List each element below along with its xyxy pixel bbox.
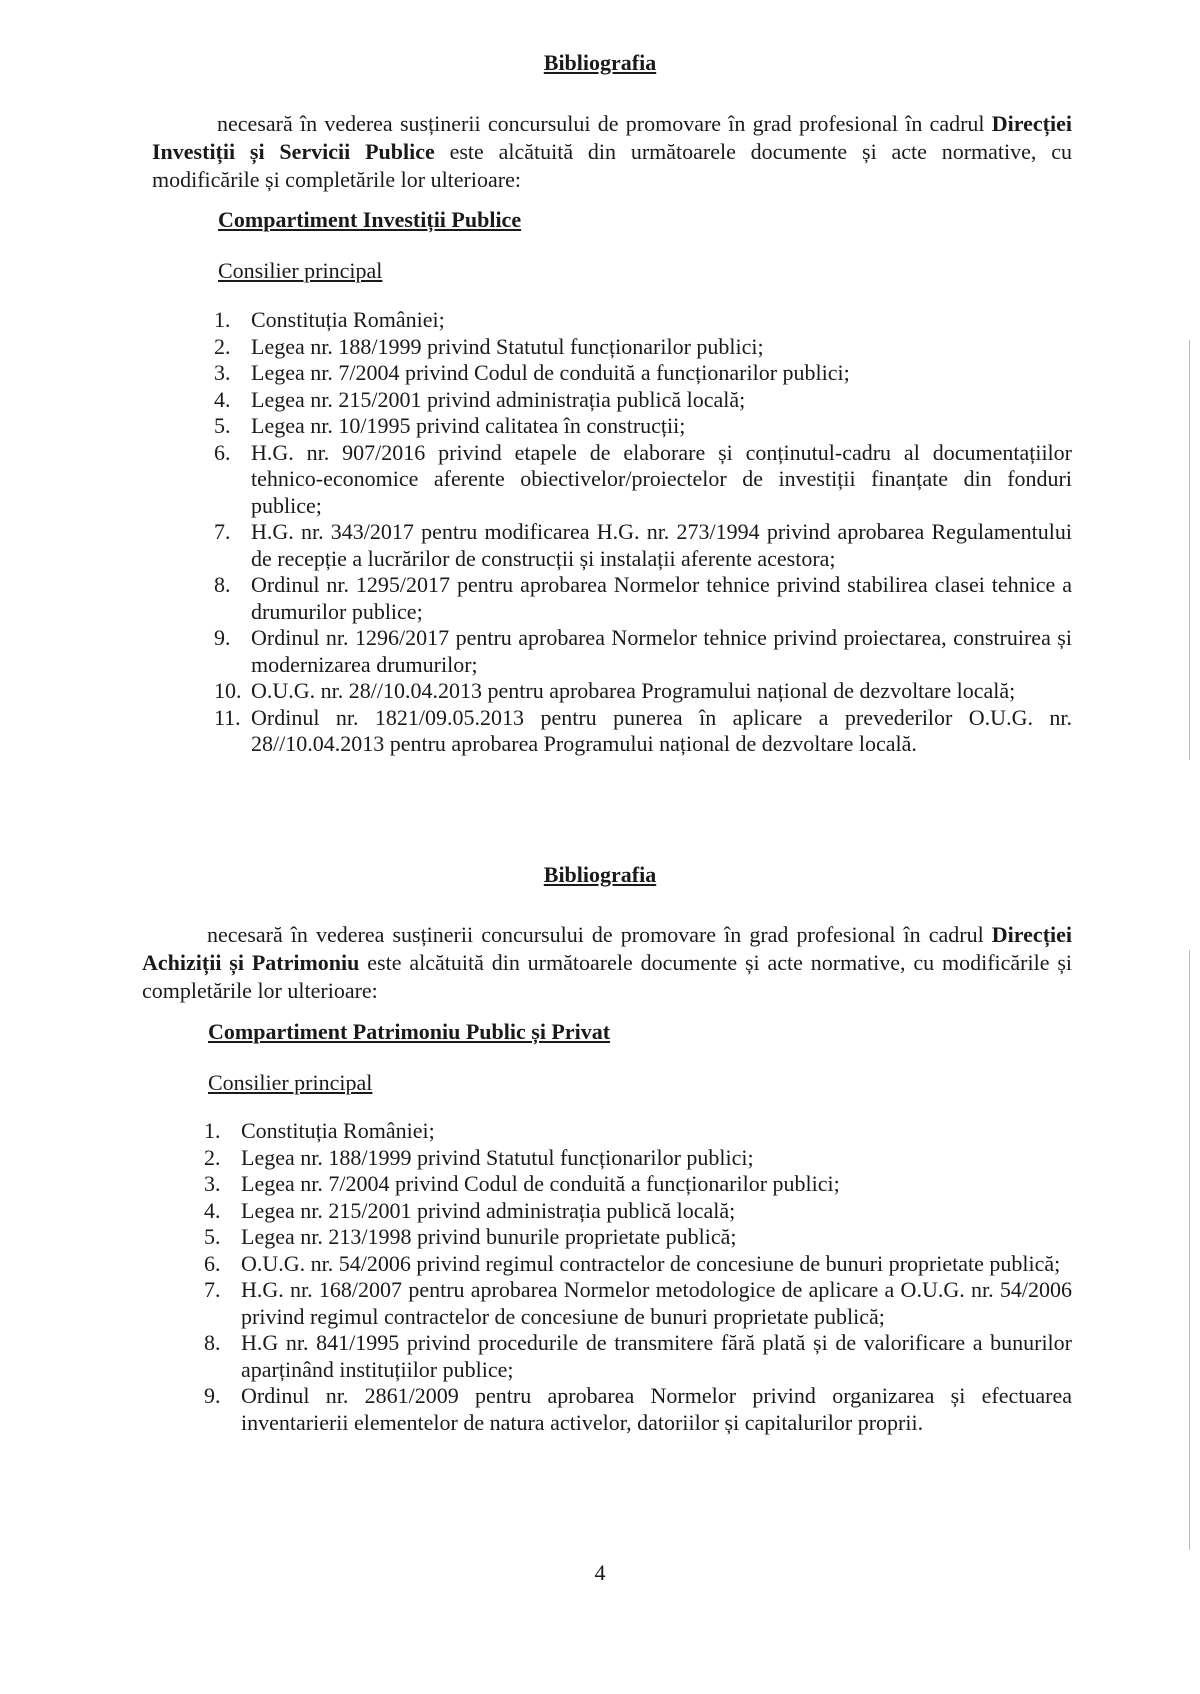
item-number: 6. bbox=[204, 1250, 221, 1276]
item-number: 9. bbox=[214, 625, 231, 650]
item-number: 5. bbox=[204, 1224, 221, 1249]
section-2-intro-suffix: este alcătuită din următoarele documente și acte normative, cu modificările și completările lor ulterioare: bbox=[142, 950, 1073, 1003]
item-text: O.U.G. nr. 28//10.04.2013 pentru aprobarea Programului național de dezvoltare locală; bbox=[251, 678, 1016, 703]
bibliography-item bbox=[204, 1224, 1072, 1251]
section-2-heading-text: Bibliografia bbox=[543, 862, 657, 887]
section-2-bibliography-list bbox=[204, 1118, 1072, 1436]
bibliography-item bbox=[214, 334, 1072, 361]
section-2-role: Consilier principal bbox=[208, 1070, 373, 1095]
item-text: Legea nr. 213/1998 privind bunurile proprietate publică; bbox=[241, 1224, 737, 1249]
item-number: 3. bbox=[214, 360, 231, 385]
item-text: H.G nr. 841/1995 privind procedurile de transmitere fără plată și de valorificare a bunurilor aparținând instituțiilor publice; bbox=[241, 1330, 1072, 1382]
item-number: 3. bbox=[204, 1171, 221, 1196]
item-text: Constituția României; bbox=[251, 307, 445, 332]
bibliography-item bbox=[204, 1171, 1072, 1198]
item-number: 2. bbox=[204, 1144, 221, 1170]
section-1-heading bbox=[0, 50, 1200, 76]
item-number: 8. bbox=[204, 1330, 221, 1355]
item-number: 6. bbox=[214, 439, 231, 465]
scan-edge-line bbox=[1189, 950, 1190, 1550]
item-text: Ordinul nr. 1296/2017 pentru aprobarea Normelor tehnice privind proiectarea, construirea și modernizarea drumurilor; bbox=[251, 625, 1072, 677]
item-number: 4. bbox=[214, 386, 231, 412]
item-text: H.G. nr. 168/2007 pentru aprobarea Normelor metodologice de aplicare a O.U.G. nr. 54/2006 privind regimul contractelor de concesiune de bunuri proprietate publică; bbox=[241, 1277, 1072, 1329]
item-number: 11. bbox=[214, 704, 241, 730]
bibliography-item bbox=[204, 1330, 1072, 1383]
section-1-intro-suffix: este alcătuită din următoarele documente și acte normative, cu modificările și completările lor ulterioare: bbox=[152, 139, 1072, 192]
bibliography-item bbox=[214, 705, 1072, 758]
section-1-role: Consilier principal bbox=[218, 258, 383, 283]
bibliography-item bbox=[214, 625, 1072, 678]
section-1-bibliography-list bbox=[214, 307, 1072, 758]
item-text: Legea nr. 215/2001 privind administrația publică locală; bbox=[251, 386, 746, 412]
item-number: 7. bbox=[204, 1277, 221, 1302]
item-text: Ordinul nr. 1295/2017 pentru aprobarea Normelor tehnice privind stabilirea clasei tehnice a drumurilor publice; bbox=[251, 572, 1072, 624]
bibliography-item bbox=[204, 1383, 1072, 1436]
page-number: 4 bbox=[594, 1560, 606, 1585]
bibliography-item bbox=[214, 572, 1072, 625]
item-number: 2. bbox=[214, 333, 231, 359]
item-text: Legea nr. 188/1999 privind Statutul funcționarilor publici; bbox=[241, 1144, 754, 1170]
item-text: Constituția României; bbox=[241, 1118, 435, 1143]
bibliography-item bbox=[214, 360, 1072, 387]
item-number: 9. bbox=[204, 1383, 221, 1408]
bibliography-item bbox=[214, 387, 1072, 414]
bibliography-item bbox=[214, 519, 1072, 572]
section-2-heading bbox=[0, 862, 1200, 888]
item-text: Legea nr. 10/1995 privind calitatea în construcții; bbox=[251, 413, 686, 438]
bibliography-item bbox=[214, 413, 1072, 440]
item-number: 4. bbox=[204, 1197, 221, 1223]
item-number: 5. bbox=[214, 413, 231, 438]
item-number: 1. bbox=[204, 1118, 221, 1143]
item-text: Legea nr. 188/1999 privind Statutul funcționarilor publici; bbox=[251, 333, 764, 359]
bibliography-item bbox=[214, 440, 1072, 520]
item-text: Ordinul nr. 1821/09.05.2013 pentru punerea în aplicare a prevederilor O.U.G. nr. 28//10.04.2013 pentru aprobarea Programului național de dezvoltare locală. bbox=[251, 704, 1072, 756]
bibliography-item bbox=[204, 1277, 1072, 1330]
item-text: Ordinul nr. 2861/2009 pentru aprobarea Normelor privind organizarea și efectuarea inventarierii elementelor de natura activelor, datoriilor și capitalurilor proprii. bbox=[241, 1383, 1072, 1435]
bibliography-item bbox=[214, 307, 1072, 334]
section-1-intro bbox=[152, 110, 1072, 194]
section-1-intro-prefix: necesară în vederea susținerii concursului de promovare în grad profesional în cadrul bbox=[217, 111, 985, 136]
item-text: H.G. nr. 907/2016 privind etapele de elaborare și conținutul-cadru al documentațiilor tehnico-economice aferente obiectivelor/proiectelor de investiții finanțate din fonduri publice; bbox=[251, 439, 1072, 518]
item-text: O.U.G. nr. 54/2006 privind regimul contractelor de concesiune de bunuri proprietate publică; bbox=[241, 1250, 1061, 1276]
item-number: 8. bbox=[214, 572, 231, 597]
bibliography-item bbox=[204, 1145, 1072, 1172]
section-1-directorate: Direcției Investiții și Servicii Publice bbox=[152, 111, 1072, 164]
section-2-intro bbox=[142, 921, 1072, 1005]
section-1-compartment: Compartiment Investiții Publice bbox=[218, 207, 522, 232]
item-number: 7. bbox=[214, 519, 231, 544]
item-number: 1. bbox=[214, 307, 231, 332]
item-number: 10. bbox=[214, 678, 242, 703]
bibliography-item bbox=[214, 678, 1072, 705]
item-text: Legea nr. 7/2004 privind Codul de conduită a funcționarilor publici; bbox=[251, 360, 850, 385]
section-2-compartment: Compartiment Patrimoniu Public și Privat bbox=[208, 1019, 611, 1044]
section-2-intro-prefix: necesară în vederea susținerii concursului de promovare în grad profesional în cadrul bbox=[207, 922, 984, 947]
bibliography-item bbox=[204, 1198, 1072, 1225]
scan-edge-line bbox=[1189, 340, 1190, 760]
bibliography-item bbox=[204, 1118, 1072, 1145]
section-2-directorate: Direcției Achiziții și Patrimoniu bbox=[142, 922, 1073, 975]
item-text: Legea nr. 215/2001 privind administrația publică locală; bbox=[241, 1197, 736, 1223]
bibliography-item bbox=[204, 1251, 1072, 1278]
item-text: H.G. nr. 343/2017 pentru modificarea H.G. nr. 273/1994 privind aprobarea Regulamentului de recepție a lucrărilor de construcții și instalații aferente acestora; bbox=[251, 519, 1072, 571]
item-text: Legea nr. 7/2004 privind Codul de conduită a funcționarilor publici; bbox=[241, 1171, 840, 1196]
section-1-heading-text: Bibliografia bbox=[543, 50, 657, 75]
